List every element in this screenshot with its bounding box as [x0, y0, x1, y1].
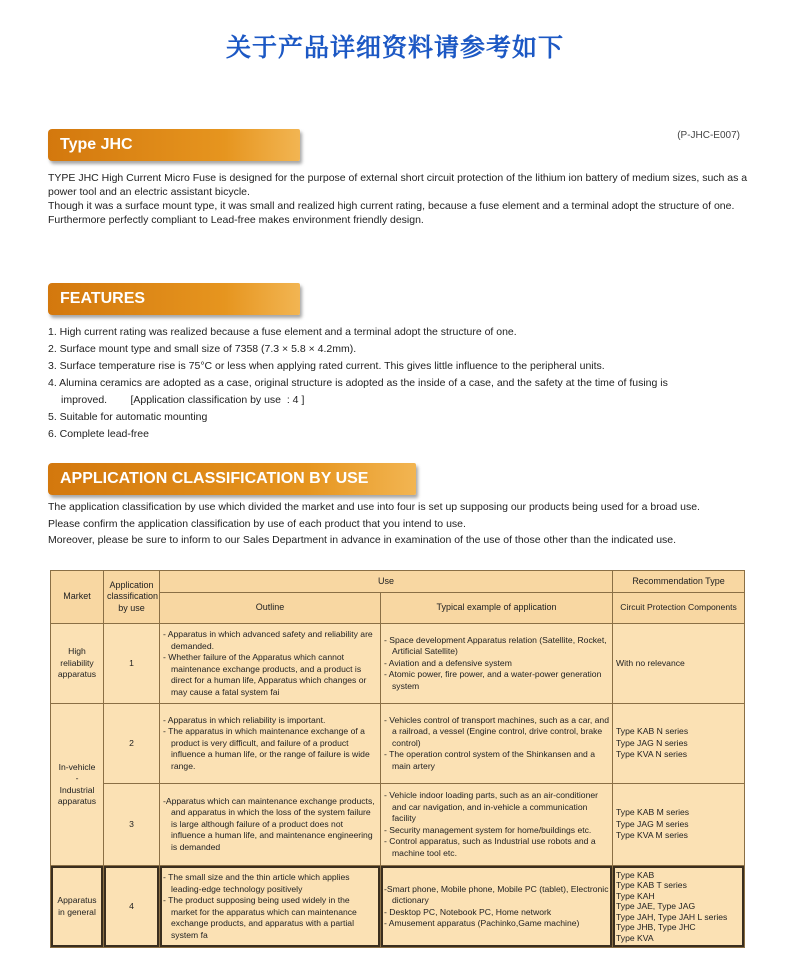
- outline-line: - Apparatus in which advanced safety and reliability are demanded.: [163, 629, 373, 651]
- recommend-cell: [613, 866, 745, 948]
- type-paragraph: Furthermore perfectly compliant to Lead-free makes environment friendly design.: [48, 214, 424, 226]
- header-outline: Outline: [160, 593, 381, 624]
- header-use: Use: [160, 571, 613, 593]
- type-paragraph: TYPE JHC High Current Micro Fuse is designed for the purpose of external short circuit protection of the lithium ion battery of medium sizes, such as a power tool and an electric assistant bicycle.: [48, 172, 748, 198]
- header-typical: Typical example of application: [381, 593, 613, 624]
- typical-cell: [381, 866, 613, 948]
- feature-item: 1. High current rating was realized because a fuse element and a terminal adopt the structure of one.: [48, 326, 517, 338]
- features-list: [48, 324, 748, 443]
- recommend-line: Type KAB M series: [616, 807, 690, 818]
- typical-line: - Security management system for home/buildings etc.: [384, 824, 592, 835]
- typical-line: - Desktop PC, Notebook PC, Home network: [384, 906, 552, 917]
- feature-item: 3. Surface temperature rise is 75°C or less when applying rated current. This gives little influence to the peripheral units.: [48, 360, 605, 372]
- outline-cell: [160, 624, 381, 704]
- table-row-highlighted: [51, 866, 745, 948]
- feature-item-continued: improved. [Application classification by use : 4 ]: [61, 394, 305, 406]
- outline-line: - Whether failure of the Apparatus which cannot maintenance exchange products, and a product is direct for a human life, Apparatus which changes or may cause a fatal system fai: [163, 652, 367, 697]
- market-cell: In-vehicle - Industrial apparatus: [51, 704, 104, 866]
- outline-line: - Apparatus in which reliability is important.: [163, 714, 326, 725]
- recommend-line: Type KVA: [616, 932, 654, 943]
- header-app-class: Application classification by use: [104, 571, 160, 624]
- recommend-cell: [613, 704, 745, 784]
- recommend-line: Type JAE, Type JAG: [616, 901, 696, 912]
- outline-cell: [160, 866, 381, 948]
- typical-line: - Vehicles control of transport machines, such as a car, and a railroad, a vessel (Engine control, drive control, brake control): [384, 714, 609, 748]
- typical-cell: [381, 704, 613, 784]
- market-cell: Apparatus in general: [51, 866, 104, 948]
- class-cell: 4: [104, 866, 160, 948]
- outline-cell: [160, 784, 381, 866]
- outline-cell: [160, 704, 381, 784]
- recommend-cell: [613, 624, 745, 704]
- type-description: [48, 171, 748, 227]
- recommend-line: Type KAB: [616, 869, 655, 880]
- recommend-line: Type JAG M series: [616, 818, 689, 829]
- recommend-line: Type KAB T series: [616, 880, 687, 891]
- classification-table: [50, 570, 745, 948]
- typical-line: - Atomic power, fire power, and a water-power generation system: [384, 669, 602, 691]
- feature-item: 2. Surface mount type and small size of 7358 (7.3 × 5.8 × 4.2mm).: [48, 343, 357, 355]
- feature-item: 6. Complete lead-free: [48, 428, 149, 440]
- page-banner-title: 关于产品详细资料请参考如下: [225, 33, 564, 62]
- header-recommendation: Recommendation Type: [613, 571, 745, 593]
- table-row: [51, 784, 745, 866]
- header-market: Market: [51, 571, 104, 624]
- table-row: [51, 704, 745, 784]
- outline-line: - The apparatus in which maintenance exchange of a product is very difficult, and failure of a product influence a human life, or the range of failure is wide range.: [163, 726, 370, 771]
- feature-item: 4. Alumina ceramics are adopted as a case, original structure is adopted as the inside of a case, and the safety at the time of fusing is: [48, 377, 668, 389]
- application-paragraph: Please confirm the application classification by use of each product that you intend to use.: [48, 517, 466, 530]
- market-cell: High reliability apparatus: [51, 624, 104, 704]
- typical-line: - Vehicle indoor loading parts, such as an air-conditioner and car navigation, and in-vehicle a communication facility: [384, 790, 599, 823]
- header-circuit: Circuit Protection Components: [613, 593, 745, 624]
- recommend-line: Type KVA M series: [616, 830, 688, 841]
- document-code: (P-JHC-E007): [677, 130, 740, 141]
- recommend-cell: [613, 784, 745, 866]
- typical-cell: [381, 624, 613, 704]
- outline-line: -Apparatus which can maintenance exchange products, and apparatus in which the loss of the system failure is large although failure of a product does not influence a human life, and maintenance engineering is demanded: [163, 795, 375, 852]
- recommend-line: Type JAH, Type JAH L series: [616, 911, 728, 922]
- typical-line: - The operation control system of the Shinkansen and a main artery: [384, 749, 595, 771]
- application-paragraph: Moreover, please be sure to inform to our Sales Department in advance in examination of the use of those other than the indicated use.: [48, 534, 677, 546]
- section-heading-features: FEATURES: [48, 283, 300, 315]
- application-description: [48, 499, 748, 549]
- class-cell: 1: [104, 624, 160, 704]
- type-paragraph: Though it was a surface mount type, it was small and realized high current rating, because a fuse element and a terminal adopt the structure of one.: [48, 200, 735, 212]
- typical-line: - Space development Apparatus relation (Satellite, Rocket, Artificial Satellite): [384, 634, 607, 657]
- class-cell: 3: [104, 784, 160, 866]
- table-row: [51, 624, 745, 704]
- recommend-line: Type KVA N series: [616, 749, 688, 760]
- recommend-line: Type JHB, Type JHC: [616, 922, 696, 933]
- application-paragraph: The application classification by use which divided the market and use into four is set up supposing our products being used for a broad use.: [48, 501, 700, 513]
- typical-line: - Control apparatus, such as Industrial use robots and a machine tool etc.: [384, 836, 596, 858]
- recommend-line: Type KAH: [616, 890, 655, 901]
- typical-line: - Amusement apparatus (Pachinko,Game machine): [384, 918, 580, 928]
- recommend-line: Type KAB N series: [616, 726, 689, 737]
- typical-line: -Smart phone, Mobile phone, Mobile PC (tablet), Electronic dictionary: [384, 883, 609, 905]
- outline-line: - The small size and the thin article which applies leading-edge technology positively: [163, 872, 350, 894]
- outline-line: - The product supposing being used widely in the market for the apparatus which can maintenance exchange products, and apparatus with a partial system fa: [163, 895, 357, 940]
- typical-cell: [381, 784, 613, 866]
- section-heading-type: Type JHC: [48, 129, 300, 161]
- section-heading-application: APPLICATION CLASSIFICATION BY USE: [48, 463, 416, 495]
- typical-line: - Aviation and a defensive system: [384, 657, 512, 668]
- feature-item: 5. Suitable for automatic mounting: [48, 411, 208, 423]
- table-header-row: [51, 571, 745, 593]
- recommend-line: With no relevance: [616, 657, 685, 668]
- recommend-line: Type JAG N series: [616, 737, 688, 748]
- class-cell: 2: [104, 704, 160, 784]
